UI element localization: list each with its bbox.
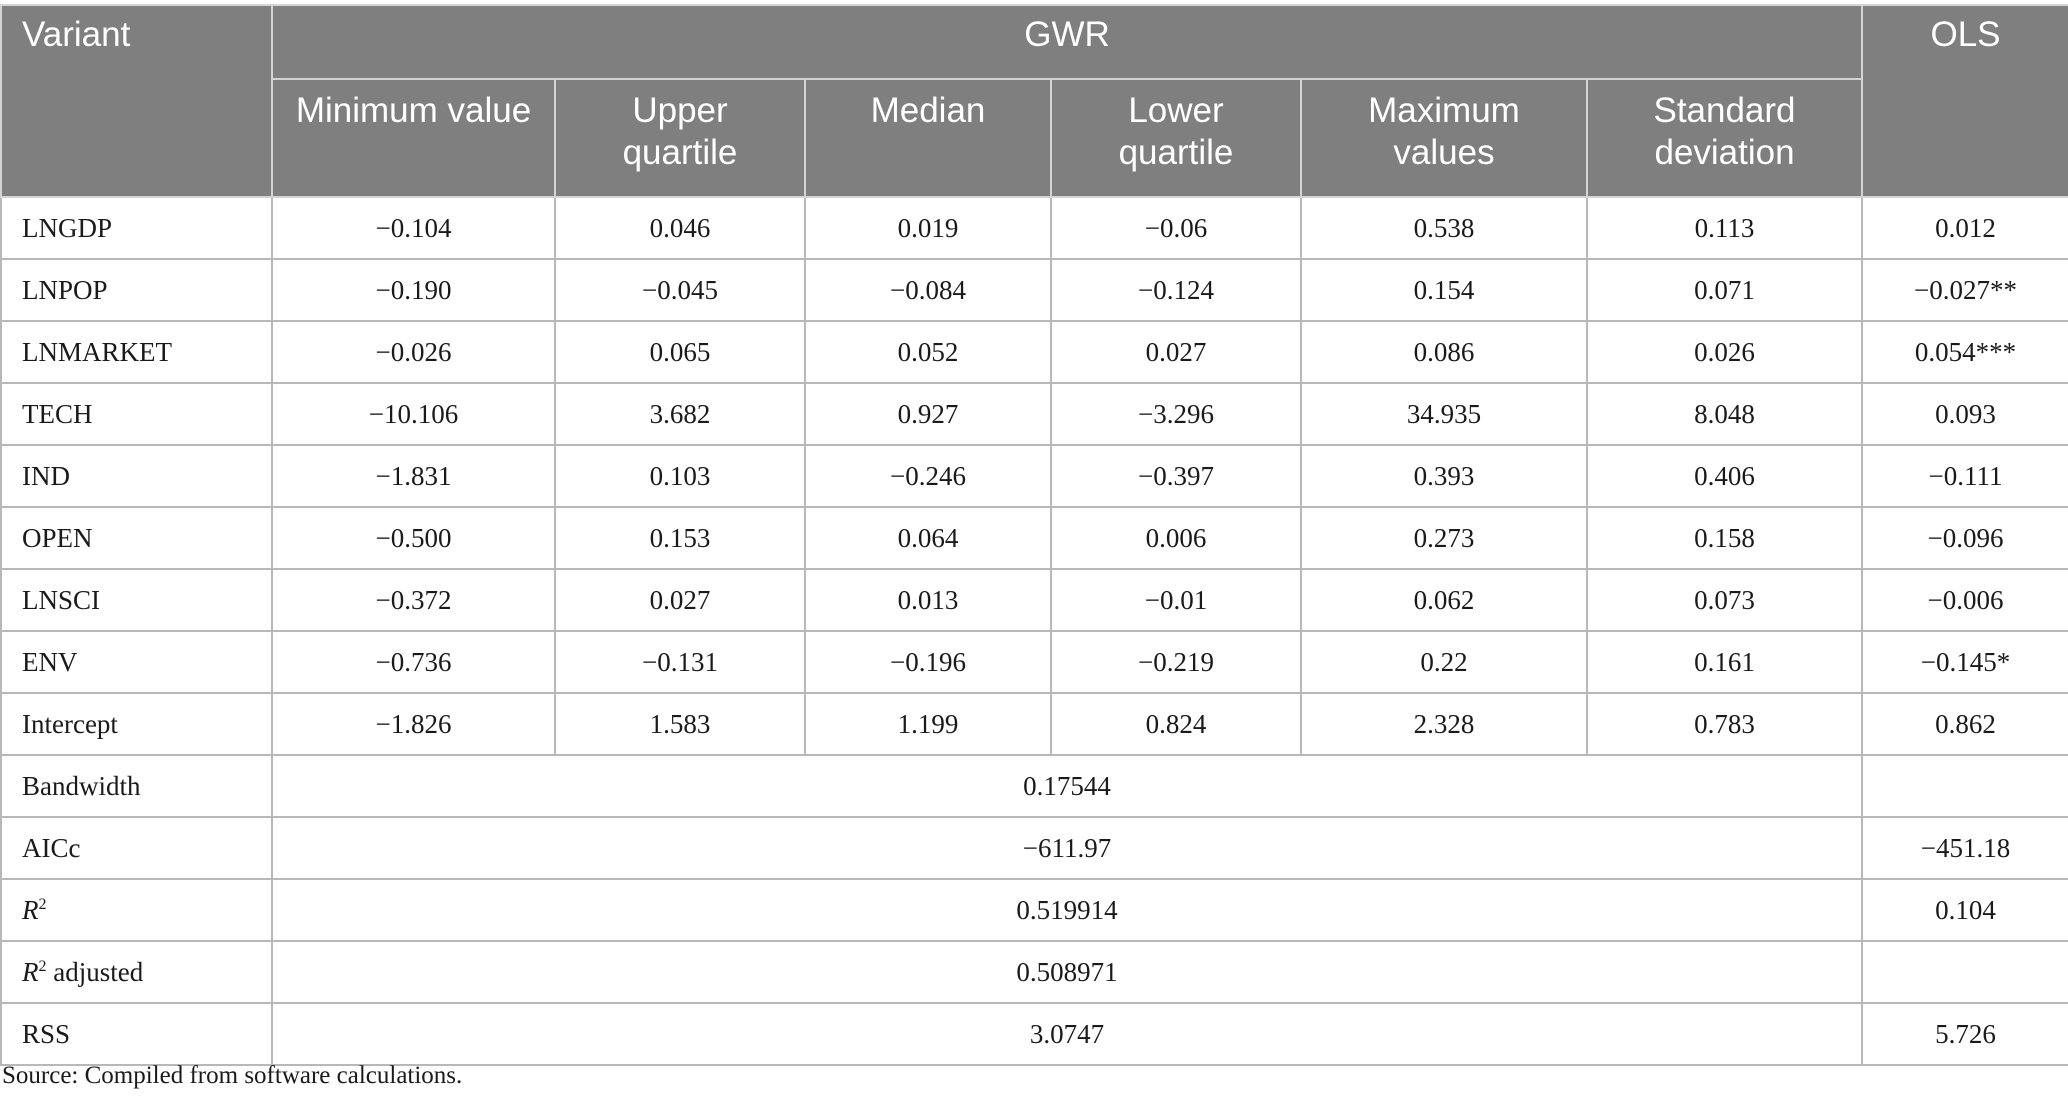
row-label xyxy=(1,941,272,1003)
cell-median: 0.013 xyxy=(805,569,1051,631)
cell-std-dev: 0.161 xyxy=(1587,631,1862,693)
cell-gwr-summary: 3.0747 xyxy=(272,1003,1862,1065)
cell-lower-quartile: −0.06 xyxy=(1051,197,1301,259)
cell-ols: −0.111 xyxy=(1862,445,2068,507)
table-row xyxy=(1,445,2068,507)
cell-ols: −0.027** xyxy=(1862,259,2068,321)
cell-std-dev: 0.071 xyxy=(1587,259,1862,321)
label-rest: adjusted xyxy=(46,957,144,987)
cell-maximum: 0.273 xyxy=(1301,507,1587,569)
row-label: ENV xyxy=(1,631,272,693)
row-label: IND xyxy=(1,445,272,507)
cell-upper-quartile: 0.065 xyxy=(555,321,805,383)
cell-maximum: 0.22 xyxy=(1301,631,1587,693)
cell-std-dev: 0.783 xyxy=(1587,693,1862,755)
cell-median: −0.084 xyxy=(805,259,1051,321)
cell-minimum: −0.026 xyxy=(272,321,555,383)
cell-upper-quartile: 1.583 xyxy=(555,693,805,755)
row-label: LNGDP xyxy=(1,197,272,259)
row-label: AICc xyxy=(1,817,272,879)
summary-row-bandwidth xyxy=(1,755,2068,817)
cell-std-dev: 0.073 xyxy=(1587,569,1862,631)
table-row xyxy=(1,693,2068,755)
table-row xyxy=(1,259,2068,321)
cell-lower-quartile: 0.027 xyxy=(1051,321,1301,383)
cell-gwr-summary: 0.508971 xyxy=(272,941,1862,1003)
summary-row-r-squared-adjusted xyxy=(1,941,2068,1003)
cell-maximum: 0.086 xyxy=(1301,321,1587,383)
superscript-2: 2 xyxy=(38,958,47,975)
cell-gwr-summary: 0.519914 xyxy=(272,879,1862,941)
cell-lower-quartile: −0.219 xyxy=(1051,631,1301,693)
table-body xyxy=(1,197,2068,1065)
header-lower-quartile: Lower quartile xyxy=(1051,79,1301,197)
cell-minimum: −0.736 xyxy=(272,631,555,693)
cell-ols: 0.093 xyxy=(1862,383,2068,445)
cell-lower-quartile: 0.006 xyxy=(1051,507,1301,569)
cell-ols: −0.006 xyxy=(1862,569,2068,631)
cell-upper-quartile: 0.103 xyxy=(555,445,805,507)
row-label: Intercept xyxy=(1,693,272,755)
r-symbol: R xyxy=(22,957,39,987)
summary-row-aicc xyxy=(1,817,2068,879)
cell-median: −0.246 xyxy=(805,445,1051,507)
header-ols: OLS xyxy=(1862,5,2068,197)
row-label: Bandwidth xyxy=(1,755,272,817)
cell-upper-quartile: 0.046 xyxy=(555,197,805,259)
cell-ols: 0.012 xyxy=(1862,197,2068,259)
row-label: LNSCI xyxy=(1,569,272,631)
cell-gwr-summary: 0.17544 xyxy=(272,755,1862,817)
cell-upper-quartile: 0.027 xyxy=(555,569,805,631)
cell-upper-quartile: 0.153 xyxy=(555,507,805,569)
cell-minimum: −0.372 xyxy=(272,569,555,631)
cell-median: 0.927 xyxy=(805,383,1051,445)
row-label: LNPOP xyxy=(1,259,272,321)
table-row xyxy=(1,507,2068,569)
cell-minimum: −1.831 xyxy=(272,445,555,507)
cell-minimum: −10.106 xyxy=(272,383,555,445)
gwr-ols-table xyxy=(0,4,2068,1066)
cell-std-dev: 0.406 xyxy=(1587,445,1862,507)
table-row xyxy=(1,321,2068,383)
cell-median: 0.052 xyxy=(805,321,1051,383)
summary-row-rss xyxy=(1,1003,2068,1065)
cell-lower-quartile: −0.124 xyxy=(1051,259,1301,321)
cell-median: 0.019 xyxy=(805,197,1051,259)
cell-median: 0.064 xyxy=(805,507,1051,569)
cell-ols: −0.096 xyxy=(1862,507,2068,569)
row-label: TECH xyxy=(1,383,272,445)
cell-minimum: −1.826 xyxy=(272,693,555,755)
cell-lower-quartile: 0.824 xyxy=(1051,693,1301,755)
cell-ols: 0.862 xyxy=(1862,693,2068,755)
summary-row-r-squared xyxy=(1,879,2068,941)
cell-gwr-summary: −611.97 xyxy=(272,817,1862,879)
row-label: OPEN xyxy=(1,507,272,569)
r-symbol: R xyxy=(22,895,39,925)
cell-maximum: 34.935 xyxy=(1301,383,1587,445)
cell-ols xyxy=(1862,755,2068,817)
cell-upper-quartile: −0.045 xyxy=(555,259,805,321)
cell-std-dev: 8.048 xyxy=(1587,383,1862,445)
row-label: LNMARKET xyxy=(1,321,272,383)
cell-maximum: 0.062 xyxy=(1301,569,1587,631)
cell-upper-quartile: 3.682 xyxy=(555,383,805,445)
table-row xyxy=(1,569,2068,631)
table-row xyxy=(1,383,2068,445)
header-gwr: GWR xyxy=(272,5,1862,79)
cell-lower-quartile: −0.01 xyxy=(1051,569,1301,631)
cell-minimum: −0.500 xyxy=(272,507,555,569)
table-row xyxy=(1,197,2068,259)
cell-ols: 0.104 xyxy=(1862,879,2068,941)
cell-minimum: −0.190 xyxy=(272,259,555,321)
cell-ols: −0.145* xyxy=(1862,631,2068,693)
header-variant: Variant xyxy=(1,5,272,197)
cell-std-dev: 0.113 xyxy=(1587,197,1862,259)
cell-median: 1.199 xyxy=(805,693,1051,755)
row-label: RSS xyxy=(1,1003,272,1065)
cell-maximum: 2.328 xyxy=(1301,693,1587,755)
cell-maximum: 0.393 xyxy=(1301,445,1587,507)
cell-minimum: −0.104 xyxy=(272,197,555,259)
table-source-caption: Source: Compiled from software calculations. xyxy=(2,1062,463,1089)
cell-lower-quartile: −0.397 xyxy=(1051,445,1301,507)
cell-maximum: 0.154 xyxy=(1301,259,1587,321)
header-maximum-values: Maximum values xyxy=(1301,79,1587,197)
cell-maximum: 0.538 xyxy=(1301,197,1587,259)
cell-std-dev: 0.026 xyxy=(1587,321,1862,383)
cell-ols xyxy=(1862,941,2068,1003)
table-container xyxy=(0,4,2068,1066)
cell-std-dev: 0.158 xyxy=(1587,507,1862,569)
header-minimum-value: Minimum value xyxy=(272,79,555,197)
cell-upper-quartile: −0.131 xyxy=(555,631,805,693)
cell-ols: 5.726 xyxy=(1862,1003,2068,1065)
cell-ols: 0.054*** xyxy=(1862,321,2068,383)
cell-lower-quartile: −3.296 xyxy=(1051,383,1301,445)
header-upper-quartile: Upper quartile xyxy=(555,79,805,197)
header-standard-deviation: Standard deviation xyxy=(1587,79,1862,197)
superscript-2: 2 xyxy=(38,896,47,913)
cell-median: −0.196 xyxy=(805,631,1051,693)
table-header xyxy=(1,5,2068,197)
cell-ols: −451.18 xyxy=(1862,817,2068,879)
table-row xyxy=(1,631,2068,693)
header-median: Median xyxy=(805,79,1051,197)
row-label xyxy=(1,879,272,941)
